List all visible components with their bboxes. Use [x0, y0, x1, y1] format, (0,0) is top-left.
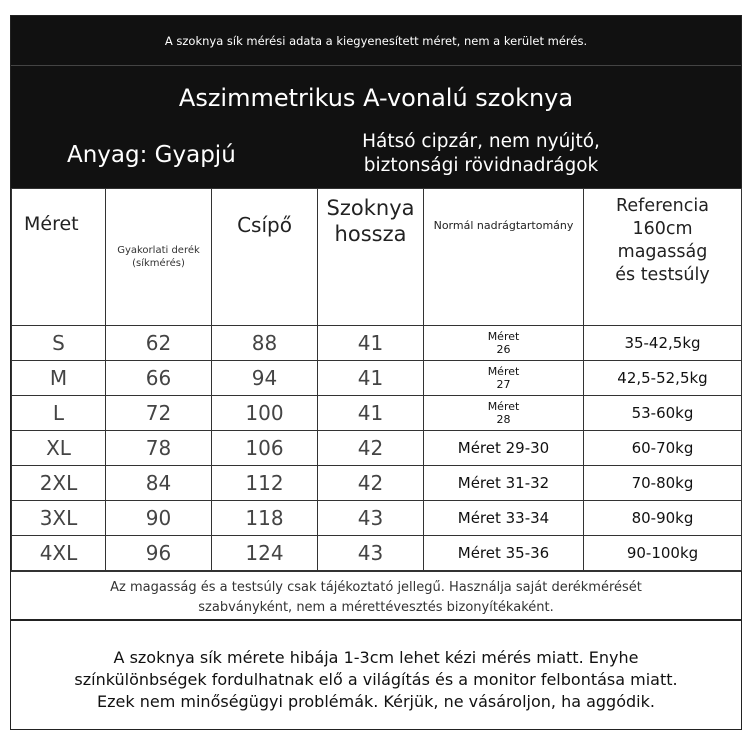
cell-reference: 60-70kg — [584, 431, 742, 466]
table-row — [12, 396, 742, 431]
cell-hip: 106 — [212, 431, 318, 466]
cell-waist: 62 — [106, 326, 212, 361]
cell-hip: 88 — [212, 326, 318, 361]
cell-pants — [424, 326, 584, 361]
cell-hip: 100 — [212, 396, 318, 431]
product-title: Aszimmetrikus A-vonalú szoknya — [178, 84, 574, 112]
cell-reference: 70-80kg — [584, 466, 742, 501]
table-row — [12, 536, 742, 571]
cell-pants-line: 28 — [496, 413, 511, 426]
cell-length: 42 — [318, 431, 424, 466]
cell-hip: 112 — [212, 466, 318, 501]
size-chart — [10, 15, 742, 730]
cell-reference: 42,5-52,5kg — [584, 361, 742, 396]
reference-note — [11, 571, 741, 619]
cell-waist: 66 — [106, 361, 212, 396]
disclaimer-line: Ezek nem minőségügyi problémák. Kérjük, ne vásároljon, ha aggódik. — [97, 692, 655, 711]
cell-pants-line: Méret 33-34 — [457, 509, 550, 527]
table-row — [12, 326, 742, 361]
material-label: Anyag: Gyapjú — [67, 142, 236, 168]
header-reference-line: Referencia — [616, 196, 709, 216]
reference-note-line: szabványként, nem a mérettévesztés bizonyítékaként. — [198, 600, 554, 615]
header-reference-line: és testsúly — [615, 265, 710, 285]
cell-pants — [424, 396, 584, 431]
table-row — [12, 501, 742, 536]
cell-pants-line: Méret — [487, 400, 520, 413]
table-row — [12, 361, 742, 396]
header-reference — [584, 189, 742, 326]
cell-reference: 90-100kg — [584, 536, 742, 571]
cell-size: 2XL — [12, 466, 106, 501]
header-pants: Normál nadrágtartomány — [424, 189, 584, 326]
header-panel — [11, 66, 741, 188]
header-waist-line: (síkmérés) — [132, 258, 185, 269]
cell-pants — [424, 466, 584, 501]
disclaimer-line: A szoknya sík mérete hibája 1-3cm lehet kézi mérés miatt. Enyhe — [113, 648, 639, 667]
header-length-line: Szoknya — [326, 196, 415, 220]
features-line: Hátsó cipzár, nem nyújtó, — [362, 131, 600, 152]
cell-length: 41 — [318, 396, 424, 431]
header-waist-line: Gyakorlati derék — [117, 245, 200, 256]
cell-size: M — [12, 361, 106, 396]
cell-waist: 90 — [106, 501, 212, 536]
cell-reference: 80-90kg — [584, 501, 742, 536]
cell-pants-line: Méret 31-32 — [457, 474, 550, 492]
cell-length: 43 — [318, 501, 424, 536]
cell-length: 42 — [318, 466, 424, 501]
header-reference-line: magasság — [617, 242, 708, 262]
cell-length: 41 — [318, 326, 424, 361]
disclaimer-note — [11, 619, 741, 729]
header-reference-line: 160cm — [632, 219, 693, 239]
cell-pants-line: 26 — [496, 343, 511, 356]
cell-size: S — [12, 326, 106, 361]
size-rows — [12, 326, 742, 571]
cell-pants-line: Méret 29-30 — [457, 439, 550, 457]
cell-hip: 118 — [212, 501, 318, 536]
cell-pants-line: Méret — [487, 330, 520, 343]
cell-length: 43 — [318, 536, 424, 571]
table-row — [12, 431, 742, 466]
header-waist — [106, 189, 212, 326]
cell-pants-line: Méret — [487, 365, 520, 378]
cell-size: L — [12, 396, 106, 431]
cell-hip: 124 — [212, 536, 318, 571]
cell-length: 41 — [318, 361, 424, 396]
table-row — [12, 466, 742, 501]
features-line: biztonsági rövidnadrágok — [363, 155, 599, 176]
cell-reference: 53-60kg — [584, 396, 742, 431]
cell-waist: 96 — [106, 536, 212, 571]
top-note: A szoknya sík mérési adata a kiegyenesített méret, nem a kerület mérés. — [11, 16, 741, 66]
cell-pants-line: Méret 35-36 — [457, 544, 550, 562]
header-hip: Csípő — [212, 189, 318, 326]
cell-size: XL — [12, 431, 106, 466]
cell-waist: 78 — [106, 431, 212, 466]
cell-size: 4XL — [12, 536, 106, 571]
header-length — [318, 189, 424, 326]
size-table — [11, 188, 742, 571]
header-length-line: hossza — [334, 222, 407, 246]
cell-pants — [424, 501, 584, 536]
cell-pants-line: 27 — [496, 378, 511, 391]
cell-reference: 35-42,5kg — [584, 326, 742, 361]
header-size: Méret — [12, 189, 106, 326]
cell-waist: 84 — [106, 466, 212, 501]
disclaimer-line: színkülönbségek fordulhatnak elő a világítás és a monitor felbontása miatt. — [74, 670, 678, 689]
features-text — [351, 130, 611, 178]
cell-waist: 72 — [106, 396, 212, 431]
cell-hip: 94 — [212, 361, 318, 396]
cell-pants — [424, 431, 584, 466]
reference-note-line: Az magasság és a testsúly csak tájékoztató jellegű. Használja saját derékmérését — [110, 580, 642, 595]
header-row — [12, 189, 742, 326]
cell-size: 3XL — [12, 501, 106, 536]
cell-pants — [424, 536, 584, 571]
cell-pants — [424, 361, 584, 396]
